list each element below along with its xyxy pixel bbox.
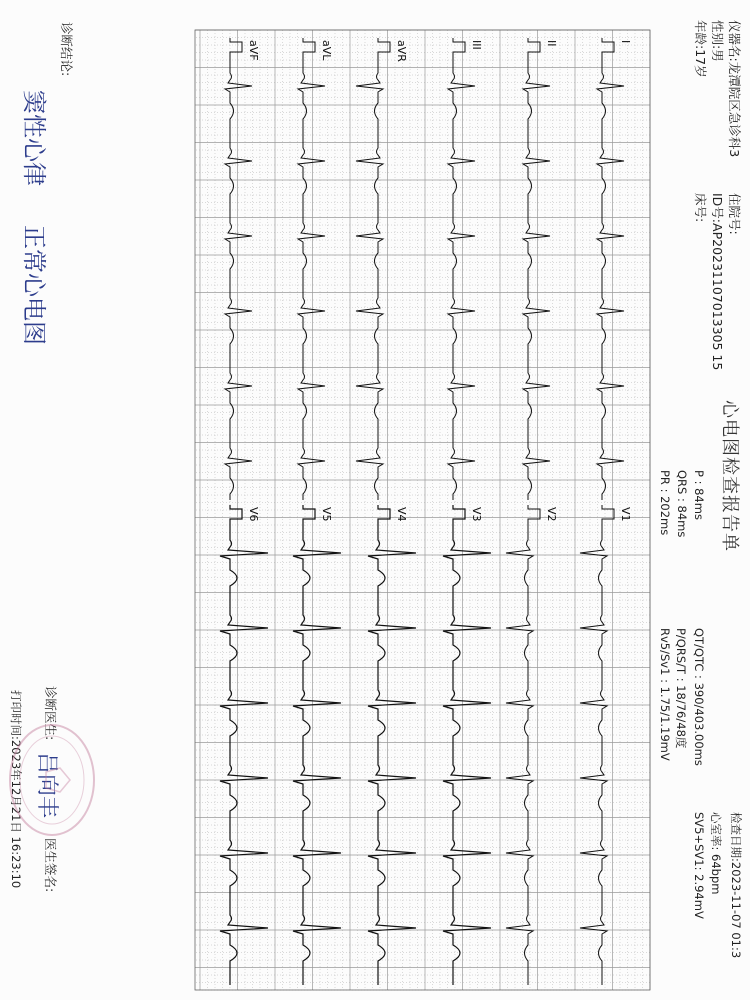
patient-gender: 性别:男 [710, 20, 725, 62]
ecg-trace-iii [448, 38, 475, 500]
lead-label-avf: aVF [247, 40, 260, 61]
heart-rate: 心室率: 64bpm [709, 812, 723, 895]
lead-label-ii: II [545, 40, 558, 47]
ecg-trace-v4 [368, 505, 416, 985]
ecg-trace-v5 [293, 505, 341, 985]
check-date: 检查日期:2023-11-07 01:3 [729, 812, 743, 959]
lead-label-v3: V3 [470, 507, 483, 522]
lead-label-v2: V2 [545, 507, 558, 522]
patient-id: ID号:AP20231107013305 15 [710, 193, 725, 371]
ecg-trace-i [597, 38, 624, 500]
ecg-trace-v2 [506, 505, 540, 985]
lead-label-avr: aVR [395, 40, 408, 62]
diagnosis-normal-ecg: 正常心电图 [20, 225, 48, 345]
lead-label-iii: III [470, 40, 483, 50]
doctor-label: 诊断医生: [43, 686, 58, 741]
ecg-trace-v3 [443, 505, 491, 985]
doctor-sign-label: 医生签名: [43, 838, 58, 893]
inpatient-no: 住院号: [727, 193, 742, 235]
ecg-trace-avr [356, 38, 390, 500]
diagnosis-label: 诊断结论: [59, 22, 74, 77]
ecg-trace-avf [225, 38, 252, 500]
p-duration: P : 84ms [692, 470, 706, 520]
ecg-trace-ii [523, 38, 550, 500]
diagnosis-sinus-rhythm: 窦性心律 [20, 90, 48, 186]
device-name: 仪器名:龙潭院区急诊科3 [727, 20, 742, 158]
lead-label-v1: V1 [619, 507, 632, 522]
bed-no: 床号: [693, 193, 708, 223]
lead-label-i: I [619, 40, 632, 44]
pr-interval: PR : 202ms [658, 470, 672, 536]
qrs-duration: QRS : 84ms [675, 470, 689, 538]
rv5-sv1: Rv5/Sv1 : 1.75/1.19mV [658, 628, 672, 761]
patient-age: 年龄:17岁 [693, 20, 708, 78]
hospital-stamp [5, 720, 100, 840]
qt-qtc: QT/QTC : 390/403.00ms [692, 628, 706, 766]
p-qrs-t-axis: P/QRS/T : 18/76/48度 [674, 628, 688, 749]
grid-border [195, 30, 650, 990]
lead-label-avl: aVL [320, 40, 333, 61]
sv5-sv1: SV5+SV1: 2.94mV [692, 812, 706, 919]
lead-label-v5: V5 [320, 507, 333, 522]
report-title: 心电图检查报告单 [719, 400, 740, 552]
grid-lines [195, 30, 650, 990]
ecg-trace-v1 [580, 505, 614, 985]
lead-label-v6: V6 [247, 507, 260, 522]
print-time: 打印时间:2023年12月21日 16:23:10 [9, 690, 23, 889]
lead-label-v4: V4 [395, 507, 408, 522]
ecg-trace-avl [298, 38, 325, 500]
doctor-signature: 吕向丰 [34, 752, 59, 819]
ecg-trace-v6 [220, 505, 268, 985]
